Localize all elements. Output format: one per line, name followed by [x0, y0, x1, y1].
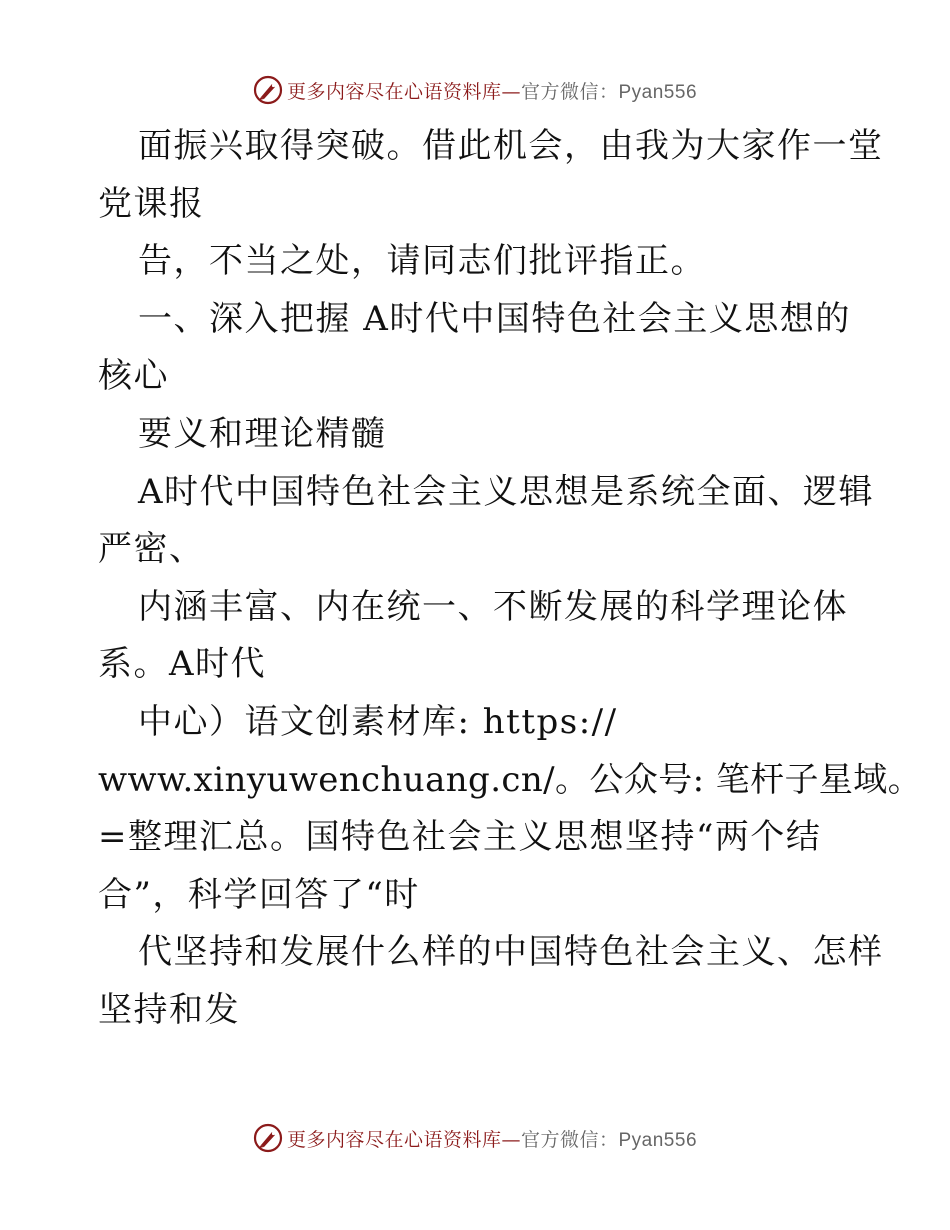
- banner-text: [287, 77, 697, 104]
- pen-nib-logo-icon: [253, 75, 283, 105]
- header-banner: [0, 70, 950, 110]
- site-name: 更多内容尽在心语资料库: [286, 1128, 502, 1151]
- separator: —: [501, 1128, 521, 1151]
- body-line: A时代中国特色社会主义思想是系统全面、逻辑: [138, 471, 875, 512]
- wechat-label: 官方微信：: [520, 1128, 619, 1151]
- url-line: www.xinyuwenchuang.cn/。公众号: 笔杆子星域。: [98, 759, 923, 800]
- banner-text: [287, 1125, 697, 1152]
- body-line: 中心）语文创素材库: https://: [138, 701, 618, 742]
- body-line: 系。A时代: [98, 644, 267, 685]
- section-heading-cont: 核心: [98, 356, 169, 397]
- pen-nib-logo-icon: [253, 1123, 283, 1153]
- site-name: 更多内容尽在心语资料库: [286, 80, 502, 103]
- wechat-id: Pyan556: [618, 81, 698, 103]
- body-line: 坚持和发: [98, 989, 240, 1030]
- wechat-label: 官方微信：: [520, 80, 619, 103]
- section-heading-cont: 要义和理论精髓: [138, 413, 387, 454]
- body-line: =整理汇总。国特色社会主义思想坚持“两个结: [98, 817, 822, 858]
- section-heading: 一、深入把握 A时代中国特色社会主义思想的: [138, 298, 851, 339]
- footer-banner: [0, 1118, 950, 1158]
- body-line: 内涵丰富、内在统一、不断发展的科学理论体: [138, 586, 848, 627]
- wechat-id: Pyan556: [618, 1129, 698, 1151]
- body-line: 面振兴取得突破。借此机会，由我为大家作一堂: [138, 126, 884, 166]
- body-line: 代坚持和发展什么样的中国特色社会主义、怎样: [138, 932, 884, 973]
- body-line: 严密、: [98, 529, 205, 570]
- document-body: [98, 118, 923, 1040]
- separator: —: [501, 80, 521, 103]
- body-line: 合”，科学回答了“时: [98, 874, 420, 915]
- body-line: 党课报: [98, 183, 205, 224]
- body-line: 告，不当之处，请同志们批评指正。: [138, 241, 706, 282]
